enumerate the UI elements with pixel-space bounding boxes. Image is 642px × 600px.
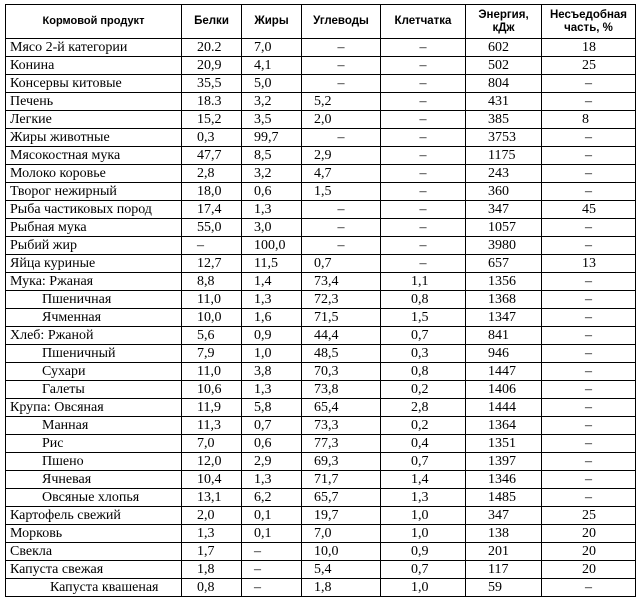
- inedible-cell: 25: [542, 507, 636, 525]
- inedible-cell: –: [542, 489, 636, 507]
- table-row: [6, 183, 636, 201]
- fat-cell: 3,2: [242, 165, 302, 183]
- fat-cell: 0,7: [242, 417, 302, 435]
- table-body: [6, 39, 636, 597]
- protein-cell: 18,0: [182, 183, 242, 201]
- energy-cell: 602: [466, 39, 542, 57]
- carbs-cell: –: [302, 219, 381, 237]
- carbs-cell: 73,3: [302, 417, 381, 435]
- product-name-cell: Картофель свежий: [6, 507, 182, 525]
- inedible-cell: –: [542, 291, 636, 309]
- inedible-cell: –: [542, 399, 636, 417]
- energy-cell: 1406: [466, 381, 542, 399]
- fiber-cell: –: [381, 147, 466, 165]
- product-name-cell: Рыба частиковых пород: [6, 201, 182, 219]
- header-inedible: Несъедобная часть, %: [542, 5, 636, 39]
- fiber-cell: 0,7: [381, 453, 466, 471]
- energy-cell: 1397: [466, 453, 542, 471]
- protein-cell: 17,4: [182, 201, 242, 219]
- energy-cell: 1368: [466, 291, 542, 309]
- inedible-cell: –: [542, 435, 636, 453]
- header-protein: Белки: [182, 5, 242, 39]
- inedible-cell: 20: [542, 543, 636, 561]
- fat-cell: 1,0: [242, 345, 302, 363]
- product-name-cell: Жиры животные: [6, 129, 182, 147]
- carbs-cell: 73,4: [302, 273, 381, 291]
- fat-cell: 1,3: [242, 291, 302, 309]
- protein-cell: 47,7: [182, 147, 242, 165]
- product-name-cell: Пшеничный: [6, 345, 182, 363]
- protein-cell: 11,0: [182, 291, 242, 309]
- protein-cell: 20.2: [182, 39, 242, 57]
- carbs-cell: 1,5: [302, 183, 381, 201]
- carbs-cell: –: [302, 57, 381, 75]
- carbs-cell: 65,7: [302, 489, 381, 507]
- table-row: [6, 57, 636, 75]
- product-name-cell: Галеты: [6, 381, 182, 399]
- inedible-cell: –: [542, 219, 636, 237]
- protein-cell: 7,9: [182, 345, 242, 363]
- fiber-cell: –: [381, 201, 466, 219]
- protein-cell: 20,9: [182, 57, 242, 75]
- carbs-cell: –: [302, 129, 381, 147]
- table-row: [6, 327, 636, 345]
- carbs-cell: 44,4: [302, 327, 381, 345]
- product-name-cell: Молоко коровье: [6, 165, 182, 183]
- product-name-cell: Сухари: [6, 363, 182, 381]
- fiber-cell: –: [381, 75, 466, 93]
- table-header-row: [6, 5, 636, 39]
- product-name-cell: Овсяные хлопья: [6, 489, 182, 507]
- table-row: [6, 147, 636, 165]
- inedible-cell: –: [542, 129, 636, 147]
- fat-cell: 3,2: [242, 93, 302, 111]
- fiber-cell: 1,4: [381, 471, 466, 489]
- header-fat: Жиры: [242, 5, 302, 39]
- inedible-cell: 13: [542, 255, 636, 273]
- table-row: [6, 543, 636, 561]
- protein-cell: 15,2: [182, 111, 242, 129]
- carbs-cell: 19,7: [302, 507, 381, 525]
- fiber-cell: 1,1: [381, 273, 466, 291]
- table-row: [6, 471, 636, 489]
- table-row: [6, 381, 636, 399]
- table-row: [6, 507, 636, 525]
- inedible-cell: –: [542, 417, 636, 435]
- product-name-cell: Капуста квашеная: [6, 579, 182, 597]
- table-row: [6, 399, 636, 417]
- product-name-cell: Консервы китовые: [6, 75, 182, 93]
- protein-cell: 7,0: [182, 435, 242, 453]
- table-row: [6, 291, 636, 309]
- product-name-cell: Пшеничная: [6, 291, 182, 309]
- product-name-cell: Крупа: Овсяная: [6, 399, 182, 417]
- energy-cell: 1447: [466, 363, 542, 381]
- fiber-cell: 0,7: [381, 327, 466, 345]
- fat-cell: 11,5: [242, 255, 302, 273]
- inedible-cell: –: [542, 237, 636, 255]
- product-name-cell: Свекла: [6, 543, 182, 561]
- protein-cell: 8,8: [182, 273, 242, 291]
- header-carbs: Углеводы: [302, 5, 381, 39]
- product-name-cell: Пшено: [6, 453, 182, 471]
- table-row: [6, 453, 636, 471]
- energy-cell: 1351: [466, 435, 542, 453]
- product-name-cell: Морковь: [6, 525, 182, 543]
- inedible-cell: –: [542, 75, 636, 93]
- fiber-cell: –: [381, 219, 466, 237]
- carbs-cell: 5,4: [302, 561, 381, 579]
- table-row: [6, 129, 636, 147]
- energy-cell: 138: [466, 525, 542, 543]
- protein-cell: 13,1: [182, 489, 242, 507]
- energy-cell: 1485: [466, 489, 542, 507]
- energy-cell: 657: [466, 255, 542, 273]
- nutrition-table: [5, 4, 636, 597]
- fiber-cell: 2,8: [381, 399, 466, 417]
- protein-cell: 11,9: [182, 399, 242, 417]
- carbs-cell: 73,8: [302, 381, 381, 399]
- protein-cell: 0,8: [182, 579, 242, 597]
- carbs-cell: 65,4: [302, 399, 381, 417]
- inedible-cell: –: [542, 363, 636, 381]
- carbs-cell: 10,0: [302, 543, 381, 561]
- inedible-cell: –: [542, 471, 636, 489]
- product-name-cell: Мясо 2-й категории: [6, 39, 182, 57]
- carbs-cell: 72,3: [302, 291, 381, 309]
- table-row: [6, 309, 636, 327]
- carbs-cell: 2,0: [302, 111, 381, 129]
- fiber-cell: 1,5: [381, 309, 466, 327]
- energy-cell: 1057: [466, 219, 542, 237]
- carbs-cell: –: [302, 39, 381, 57]
- protein-cell: 10,6: [182, 381, 242, 399]
- protein-cell: –: [182, 237, 242, 255]
- energy-cell: 347: [466, 507, 542, 525]
- table-row: [6, 75, 636, 93]
- fat-cell: 1,4: [242, 273, 302, 291]
- fat-cell: 0,1: [242, 507, 302, 525]
- fat-cell: 5,0: [242, 75, 302, 93]
- carbs-cell: 71,7: [302, 471, 381, 489]
- protein-cell: 18.3: [182, 93, 242, 111]
- protein-cell: 11,0: [182, 363, 242, 381]
- fiber-cell: 0,9: [381, 543, 466, 561]
- product-name-cell: Творог нежирный: [6, 183, 182, 201]
- energy-cell: 804: [466, 75, 542, 93]
- energy-cell: 1347: [466, 309, 542, 327]
- fiber-cell: 1,0: [381, 525, 466, 543]
- table-row: [6, 435, 636, 453]
- inedible-cell: 18: [542, 39, 636, 57]
- product-name-cell: Капуста свежая: [6, 561, 182, 579]
- inedible-cell: 8: [542, 111, 636, 129]
- inedible-cell: –: [542, 273, 636, 291]
- fat-cell: 3,0: [242, 219, 302, 237]
- protein-cell: 2,0: [182, 507, 242, 525]
- product-name-cell: Рыбная мука: [6, 219, 182, 237]
- fat-cell: 8,5: [242, 147, 302, 165]
- fat-cell: 0,6: [242, 183, 302, 201]
- product-name-cell: Хлеб: Ржаной: [6, 327, 182, 345]
- protein-cell: 11,3: [182, 417, 242, 435]
- energy-cell: 385: [466, 111, 542, 129]
- carbs-cell: 70,3: [302, 363, 381, 381]
- inedible-cell: –: [542, 183, 636, 201]
- carbs-cell: 48,5: [302, 345, 381, 363]
- fiber-cell: –: [381, 183, 466, 201]
- inedible-cell: –: [542, 309, 636, 327]
- protein-cell: 1,8: [182, 561, 242, 579]
- table-row: [6, 525, 636, 543]
- carbs-cell: 7,0: [302, 525, 381, 543]
- fiber-cell: –: [381, 255, 466, 273]
- table-row: [6, 219, 636, 237]
- fiber-cell: –: [381, 129, 466, 147]
- product-name-cell: Яйца куриные: [6, 255, 182, 273]
- carbs-cell: –: [302, 75, 381, 93]
- fat-cell: 6,2: [242, 489, 302, 507]
- fat-cell: –: [242, 561, 302, 579]
- protein-cell: 2,8: [182, 165, 242, 183]
- fiber-cell: 1,0: [381, 579, 466, 597]
- protein-cell: 5,6: [182, 327, 242, 345]
- fiber-cell: –: [381, 237, 466, 255]
- fat-cell: 4,1: [242, 57, 302, 75]
- table-row: [6, 255, 636, 273]
- fiber-cell: –: [381, 111, 466, 129]
- table-row: [6, 93, 636, 111]
- fiber-cell: 0,4: [381, 435, 466, 453]
- carbs-cell: 69,3: [302, 453, 381, 471]
- table-row: [6, 363, 636, 381]
- fiber-cell: 0,3: [381, 345, 466, 363]
- energy-cell: 117: [466, 561, 542, 579]
- fiber-cell: –: [381, 93, 466, 111]
- fat-cell: 1,3: [242, 471, 302, 489]
- fiber-cell: 0,8: [381, 291, 466, 309]
- fat-cell: 3,8: [242, 363, 302, 381]
- fiber-cell: –: [381, 165, 466, 183]
- inedible-cell: –: [542, 327, 636, 345]
- energy-cell: 946: [466, 345, 542, 363]
- protein-cell: 10,0: [182, 309, 242, 327]
- energy-cell: 3980: [466, 237, 542, 255]
- carbs-cell: 1,8: [302, 579, 381, 597]
- table-row: [6, 489, 636, 507]
- product-name-cell: Печень: [6, 93, 182, 111]
- fiber-cell: –: [381, 39, 466, 57]
- protein-cell: 12,0: [182, 453, 242, 471]
- fat-cell: 5,8: [242, 399, 302, 417]
- carbs-cell: –: [302, 237, 381, 255]
- table-row: [6, 273, 636, 291]
- inedible-cell: –: [542, 345, 636, 363]
- fat-cell: 7,0: [242, 39, 302, 57]
- inedible-cell: –: [542, 381, 636, 399]
- fiber-cell: 1,3: [381, 489, 466, 507]
- header-fiber: Клетчатка: [381, 5, 466, 39]
- energy-cell: 243: [466, 165, 542, 183]
- product-name-cell: Конина: [6, 57, 182, 75]
- inedible-cell: 25: [542, 57, 636, 75]
- carbs-cell: 71,5: [302, 309, 381, 327]
- fat-cell: 3,5: [242, 111, 302, 129]
- protein-cell: 0,3: [182, 129, 242, 147]
- fat-cell: 0,9: [242, 327, 302, 345]
- inedible-cell: –: [542, 147, 636, 165]
- energy-cell: 1175: [466, 147, 542, 165]
- product-name-cell: Рыбий жир: [6, 237, 182, 255]
- table-row: [6, 111, 636, 129]
- product-name-cell: Мука: Ржаная: [6, 273, 182, 291]
- fiber-cell: –: [381, 57, 466, 75]
- carbs-cell: 0,7: [302, 255, 381, 273]
- inedible-cell: 45: [542, 201, 636, 219]
- fat-cell: 100,0: [242, 237, 302, 255]
- energy-cell: 360: [466, 183, 542, 201]
- fat-cell: 1,6: [242, 309, 302, 327]
- inedible-cell: –: [542, 453, 636, 471]
- fat-cell: 1,3: [242, 381, 302, 399]
- energy-cell: 1346: [466, 471, 542, 489]
- fiber-cell: 1,0: [381, 507, 466, 525]
- protein-cell: 12,7: [182, 255, 242, 273]
- header-product: Кормовой продукт: [6, 5, 182, 39]
- table-row: [6, 579, 636, 597]
- table-row: [6, 237, 636, 255]
- inedible-cell: 20: [542, 561, 636, 579]
- protein-cell: 55,0: [182, 219, 242, 237]
- inedible-cell: 20: [542, 525, 636, 543]
- header-energy: Энергия, кДж: [466, 5, 542, 39]
- energy-cell: 59: [466, 579, 542, 597]
- protein-cell: 1,3: [182, 525, 242, 543]
- fat-cell: 0,1: [242, 525, 302, 543]
- product-name-cell: Ячневая: [6, 471, 182, 489]
- inedible-cell: –: [542, 165, 636, 183]
- carbs-cell: 2,9: [302, 147, 381, 165]
- table-row: [6, 561, 636, 579]
- table-row: [6, 39, 636, 57]
- protein-cell: 1,7: [182, 543, 242, 561]
- inedible-cell: –: [542, 579, 636, 597]
- energy-cell: 1364: [466, 417, 542, 435]
- inedible-cell: –: [542, 93, 636, 111]
- energy-cell: 502: [466, 57, 542, 75]
- carbs-cell: 4,7: [302, 165, 381, 183]
- product-name-cell: Мясокостная мука: [6, 147, 182, 165]
- energy-cell: 841: [466, 327, 542, 345]
- product-name-cell: Манная: [6, 417, 182, 435]
- energy-cell: 3753: [466, 129, 542, 147]
- table-row: [6, 345, 636, 363]
- protein-cell: 35,5: [182, 75, 242, 93]
- product-name-cell: Легкие: [6, 111, 182, 129]
- product-name-cell: Рис: [6, 435, 182, 453]
- energy-cell: 347: [466, 201, 542, 219]
- fiber-cell: 0,2: [381, 381, 466, 399]
- energy-cell: 1356: [466, 273, 542, 291]
- table-row: [6, 201, 636, 219]
- carbs-cell: 5,2: [302, 93, 381, 111]
- energy-cell: 1444: [466, 399, 542, 417]
- fiber-cell: 0,8: [381, 363, 466, 381]
- protein-cell: 10,4: [182, 471, 242, 489]
- fiber-cell: 0,7: [381, 561, 466, 579]
- fat-cell: –: [242, 579, 302, 597]
- product-name-cell: Ячменная: [6, 309, 182, 327]
- fat-cell: –: [242, 543, 302, 561]
- energy-cell: 201: [466, 543, 542, 561]
- carbs-cell: –: [302, 201, 381, 219]
- fat-cell: 2,9: [242, 453, 302, 471]
- table-row: [6, 165, 636, 183]
- table-row: [6, 417, 636, 435]
- fat-cell: 1,3: [242, 201, 302, 219]
- carbs-cell: 77,3: [302, 435, 381, 453]
- fat-cell: 0,6: [242, 435, 302, 453]
- energy-cell: 431: [466, 93, 542, 111]
- fiber-cell: 0,2: [381, 417, 466, 435]
- fat-cell: 99,7: [242, 129, 302, 147]
